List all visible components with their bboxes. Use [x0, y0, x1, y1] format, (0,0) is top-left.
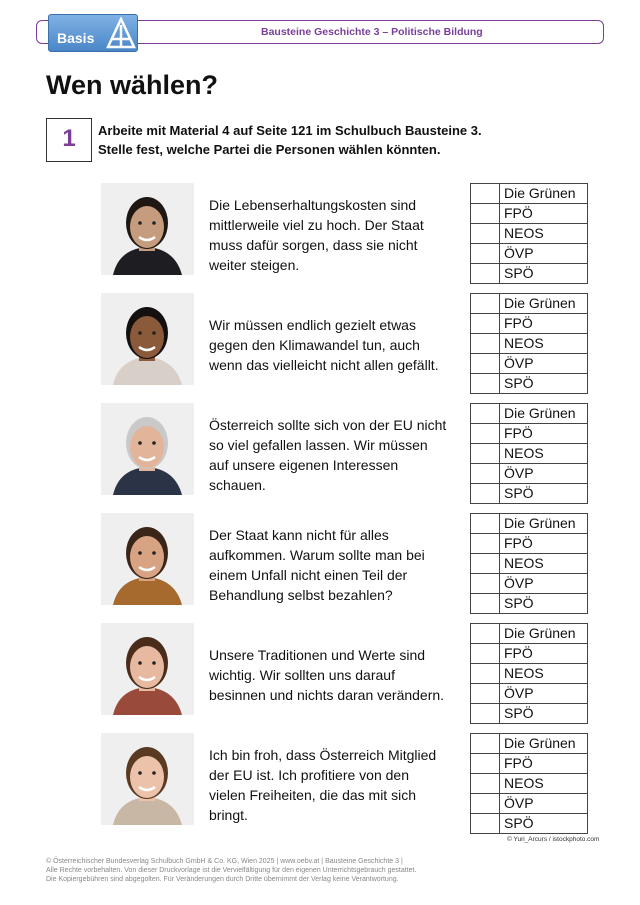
party-checkbox[interactable] [471, 644, 500, 664]
statement-row [0, 403, 640, 513]
task-number: 1 [46, 118, 92, 162]
statement-line: wichtig. Wir sollten uns darauf [209, 667, 395, 683]
party-checkbox[interactable] [471, 734, 500, 754]
party-checkbox[interactable] [471, 814, 500, 834]
statement-line: Behandlung selbst bezahlen? [209, 587, 393, 603]
party-choice-table [470, 403, 588, 504]
footer [46, 857, 416, 884]
party-choice-table [470, 513, 588, 614]
party-label: FPÖ [500, 754, 588, 774]
party-checkbox[interactable] [471, 224, 500, 244]
party-label: SPÖ [500, 264, 588, 284]
party-checkbox[interactable] [471, 424, 500, 444]
party-option-row [471, 354, 588, 374]
party-label: Die Grünen [500, 294, 588, 314]
party-label: SPÖ [500, 704, 588, 724]
party-checkbox[interactable] [471, 184, 500, 204]
party-label: ÖVP [500, 464, 588, 484]
statement-line: so viel gefallen lassen. Wir müssen [209, 437, 428, 453]
statement-line: mittlerweile viel zu hoch. Der Staat [209, 217, 424, 233]
statement-text [209, 315, 467, 375]
party-label: NEOS [500, 444, 588, 464]
party-label: SPÖ [500, 374, 588, 394]
party-option-row [471, 754, 588, 774]
logo-text: Basis [57, 30, 95, 46]
basis-logo [48, 14, 138, 52]
party-label: Die Grünen [500, 734, 588, 754]
statement-line: Wir müssen endlich gezielt etwas [209, 317, 416, 333]
party-option-row [471, 404, 588, 424]
person-photo [101, 513, 194, 605]
party-option-row [471, 424, 588, 444]
party-option-row [471, 464, 588, 484]
party-checkbox[interactable] [471, 314, 500, 334]
party-label: NEOS [500, 554, 588, 574]
footer-line-3: Die Kopiergebühren sind abgegolten. Für Veränderungen durch Dritte übernimmt der Verlag keine Verantwortung. [46, 876, 399, 883]
statement-line: Österreich sollte sich von der EU nicht [209, 417, 447, 433]
party-label: FPÖ [500, 534, 588, 554]
party-label: SPÖ [500, 814, 588, 834]
party-checkbox[interactable] [471, 464, 500, 484]
party-option-row [471, 224, 588, 244]
statement-line: gegen den Klimawandel tun, auch [209, 337, 420, 353]
task-line-1: Arbeite mit Material 4 auf Seite 121 im Schulbuch Bausteine 3. [98, 123, 482, 138]
statement-line: Der Staat kann nicht für alles [209, 527, 389, 543]
statement-line: vielen Freiheiten, die das mit sich [209, 787, 416, 803]
party-label: ÖVP [500, 244, 588, 264]
statement-text [209, 645, 467, 705]
party-label: NEOS [500, 774, 588, 794]
party-label: ÖVP [500, 574, 588, 594]
party-checkbox[interactable] [471, 334, 500, 354]
party-choice-table [470, 183, 588, 284]
party-label: FPÖ [500, 424, 588, 444]
party-label: NEOS [500, 664, 588, 684]
statement-line: bringt. [209, 807, 248, 823]
party-checkbox[interactable] [471, 594, 500, 614]
statement-text [209, 525, 467, 605]
party-label: Die Grünen [500, 184, 588, 204]
party-choice-table [470, 733, 588, 834]
party-option-row [471, 594, 588, 614]
person-photo [101, 293, 194, 385]
party-checkbox[interactable] [471, 404, 500, 424]
party-option-row [471, 184, 588, 204]
statement-line: Ich bin froh, dass Österreich Mitglied [209, 747, 437, 763]
statement-text [209, 415, 467, 495]
statement-line: Die Lebenserhaltungskosten sind [209, 197, 417, 213]
statement-line: Unsere Traditionen und Werte sind [209, 647, 426, 663]
party-checkbox[interactable] [471, 554, 500, 574]
party-label: SPÖ [500, 484, 588, 504]
party-checkbox[interactable] [471, 514, 500, 534]
statement-line: aufkommen. Warum sollte man bei [209, 547, 425, 563]
party-label: ÖVP [500, 684, 588, 704]
task-line-2: Stelle fest, welche Partei die Personen wählen könnten. [98, 142, 441, 157]
triangle-logo-icon [106, 17, 136, 49]
party-checkbox[interactable] [471, 684, 500, 704]
party-option-row [471, 554, 588, 574]
party-label: FPÖ [500, 314, 588, 334]
party-label: ÖVP [500, 354, 588, 374]
party-checkbox[interactable] [471, 794, 500, 814]
party-option-row [471, 534, 588, 554]
statement-line: der EU ist. Ich profitiere von den [209, 767, 409, 783]
task-instructions [98, 121, 482, 159]
party-option-row [471, 334, 588, 354]
statement-line: schauen. [209, 477, 266, 493]
statement-line: weiter steigen. [209, 257, 300, 273]
party-checkbox[interactable] [471, 664, 500, 684]
party-checkbox[interactable] [471, 754, 500, 774]
party-checkbox[interactable] [471, 354, 500, 374]
party-choice-table [470, 293, 588, 394]
person-photo [101, 623, 194, 715]
statement-row [0, 513, 640, 623]
party-label: NEOS [500, 334, 588, 354]
footer-line-1: © Österreichischer Bundesverlag Schulbuch GmbH & Co. KG, Wien 2025 | www.oebv.at | Bausteine Geschichte 3 | [46, 858, 403, 865]
party-checkbox[interactable] [471, 264, 500, 284]
party-label: ÖVP [500, 794, 588, 814]
statement-line: auf unsere eigenen Interessen [209, 457, 399, 473]
page-title: Wen wählen? [46, 70, 219, 100]
party-option-row [471, 814, 588, 834]
statement-line: einem Unfall nicht einen Teil der [209, 567, 408, 583]
statement-row [0, 623, 640, 733]
party-checkbox[interactable] [471, 774, 500, 794]
party-option-row [471, 204, 588, 224]
party-option-row [471, 794, 588, 814]
statement-row [0, 733, 640, 843]
party-checkbox[interactable] [471, 484, 500, 504]
party-checkbox[interactable] [471, 704, 500, 724]
party-checkbox[interactable] [471, 374, 500, 394]
party-option-row [471, 244, 588, 264]
party-label: Die Grünen [500, 514, 588, 534]
header-title: Bausteine Geschichte 3 – Politische Bildung [261, 26, 483, 38]
party-choice-table [470, 623, 588, 724]
person-photo [101, 183, 194, 275]
party-option-row [471, 644, 588, 664]
footer-line-2: Alle Rechte vorbehalten. Von dieser Druckvorlage ist die Vervielfältigung für den eigenen Unterrichtsgebrauch gestattet. [46, 867, 417, 874]
statement-line: besinnen und nichts daran verändern. [209, 687, 445, 703]
statement-line: muss dafür sorgen, dass sie nicht [209, 237, 418, 253]
party-option-row [471, 774, 588, 794]
party-option-row [471, 374, 588, 394]
party-option-row [471, 264, 588, 284]
party-option-row [471, 314, 588, 334]
statement-text [209, 195, 467, 275]
person-photo [101, 733, 194, 825]
party-option-row [471, 664, 588, 684]
party-checkbox[interactable] [471, 204, 500, 224]
party-checkbox[interactable] [471, 574, 500, 594]
person-photo [101, 403, 194, 495]
party-option-row [471, 704, 588, 724]
party-label: NEOS [500, 224, 588, 244]
party-option-row [471, 734, 588, 754]
statement-row [0, 293, 640, 403]
party-label: Die Grünen [500, 624, 588, 644]
party-label: FPÖ [500, 204, 588, 224]
party-option-row [471, 294, 588, 314]
party-option-row [471, 444, 588, 464]
party-option-row [471, 574, 588, 594]
statement-text [209, 745, 467, 825]
party-checkbox[interactable] [471, 444, 500, 464]
statement-line: wenn das vielleicht nicht allen gefällt. [209, 357, 439, 373]
photo-credit: © Yuri_Arcurs / istockphoto.com [507, 836, 600, 843]
statement-row [0, 183, 640, 293]
party-option-row [471, 684, 588, 704]
party-checkbox[interactable] [471, 534, 500, 554]
party-checkbox[interactable] [471, 294, 500, 314]
party-option-row [471, 624, 588, 644]
party-label: FPÖ [500, 644, 588, 664]
party-label: SPÖ [500, 594, 588, 614]
party-option-row [471, 484, 588, 504]
party-checkbox[interactable] [471, 624, 500, 644]
party-label: Die Grünen [500, 404, 588, 424]
party-checkbox[interactable] [471, 244, 500, 264]
party-option-row [471, 514, 588, 534]
